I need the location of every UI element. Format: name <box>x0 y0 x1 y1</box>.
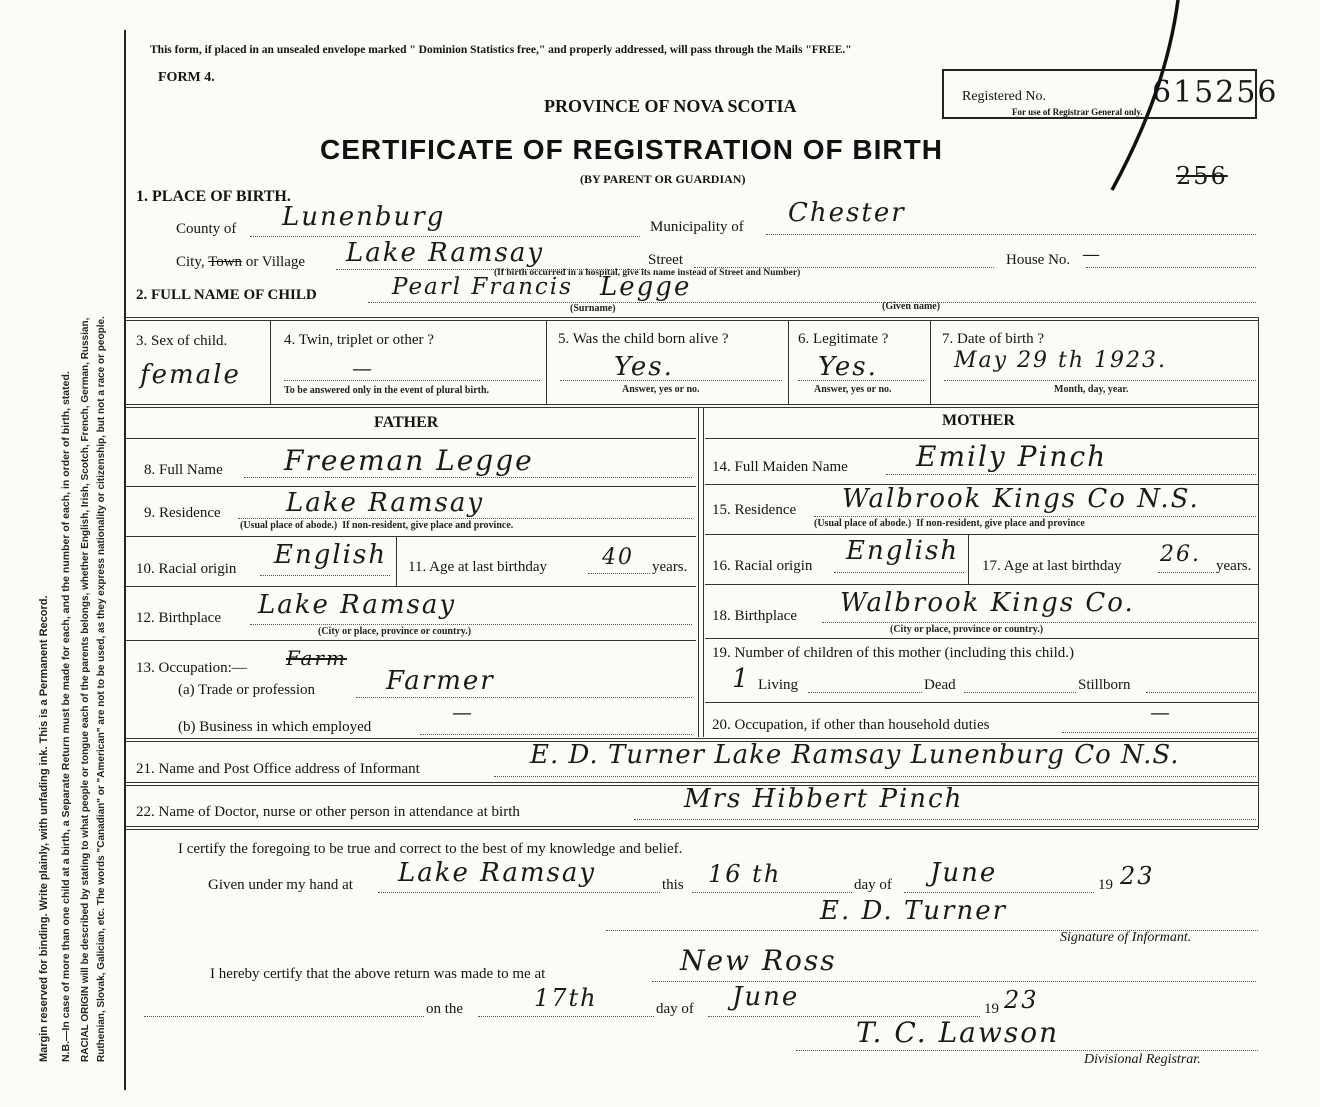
father-residence-value: Lake Ramsay <box>286 488 485 518</box>
margin-note-multiple-births: N.B.—In case of more than one child at a birth, a Separate Return must be made for each, and the number of each, in order of birth, stated. <box>60 371 72 1062</box>
mother-age-unit: years. <box>1216 558 1252 574</box>
registrar-day-value: 17th <box>534 984 598 1012</box>
father-birthplace-note: (City or place, province or country.) <box>318 626 472 637</box>
registrar-place-value: New Ross <box>680 944 837 977</box>
mother-occupation-value: — <box>1150 700 1172 724</box>
mother-race-label: 16. Racial origin <box>712 558 813 574</box>
informant-signature: E. D. Turner <box>820 896 1008 926</box>
mother-residence-note <box>814 518 1085 529</box>
county-label: County of <box>176 221 237 237</box>
given-name-note: (Given name) <box>882 301 941 312</box>
province-heading: PROVINCE OF NOVA SCOTIA <box>544 96 797 116</box>
on-the-label: on the <box>426 1001 464 1017</box>
registrar-use-note: For use of Registrar General only. <box>1012 107 1143 117</box>
mail-notice: This form, if placed in an unsealed envelope marked " Dominion Statistics free," and properly addressed, will pass through the Mails "FREE." <box>150 44 852 56</box>
mother-birthplace-note: (City or place, province or country.) <box>890 624 1044 635</box>
given-under-hand-label: Given under my hand at <box>208 877 353 893</box>
certification-statement: I certify the foregoing to be true and correct to the best of my knowledge and belief. <box>178 841 683 857</box>
binding-margin-line <box>124 30 126 1090</box>
child-given-name: Pearl Francis <box>392 274 573 300</box>
registrar-day-of-label: day of <box>656 1001 694 1017</box>
mother-children-label: 19. Number of children of this mother (including this child.) <box>712 645 1075 661</box>
mother-living-label: Living <box>758 677 798 693</box>
father-name-label: 8. Full Name <box>144 462 223 478</box>
municipality-label: Municipality of <box>650 219 744 235</box>
father-occupation-struck: Farm <box>286 646 347 670</box>
year-prefix: 19 <box>1098 877 1113 893</box>
registrar-year-value: 23 <box>1004 986 1039 1014</box>
house-number-label: House No. <box>1006 252 1071 268</box>
informant-label: 21. Name and Post Office address of Informant <box>136 761 420 777</box>
mother-dead-label: Dead <box>924 677 956 693</box>
informant-value: E. D. Turner Lake Ramsay Lunenburg Co N.S. <box>530 740 1180 770</box>
margin-note-racial-origin-1: RACIAL ORIGIN will be described by stating to what people or tongue each of the parents belongs, whether English, Irish, Scotch, French, German, Russian, <box>80 317 91 1062</box>
sex-value: female <box>140 360 241 390</box>
date-of-birth-label: 7. Date of birth ? <box>942 331 1045 347</box>
father-business-label: (b) Business in which employed <box>178 719 372 735</box>
doctor-value: Mrs Hibbert Pinch <box>684 784 964 814</box>
father-age-unit: years. <box>652 559 688 575</box>
father-birthplace-value: Lake Ramsay <box>258 590 457 620</box>
registrar-statement: I hereby certify that the above return was made to me at <box>210 966 546 982</box>
municipality-value: Chester <box>788 198 906 228</box>
form-number: FORM 4. <box>158 70 215 85</box>
twin-label: 4. Twin, triplet or other ? <box>284 332 434 348</box>
twin-note: To be answered only in the event of plural birth. <box>284 385 490 396</box>
legitimate-label: 6. Legitimate ? <box>798 331 889 347</box>
doctor-label: 22. Name of Doctor, nurse or other person in attendance at birth <box>136 804 520 820</box>
given-month-value: June <box>930 858 998 888</box>
father-trade-value: Farmer <box>386 666 495 696</box>
given-day-value: 16 th <box>708 860 782 888</box>
certificate-subtitle: (BY PARENT OR GUARDIAN) <box>580 172 746 186</box>
house-number-value: — <box>1082 244 1102 265</box>
father-residence-note-a: (Usual place of abode.) <box>240 520 338 531</box>
mother-residence-label: 15. Residence <box>712 502 797 518</box>
father-age-label: 11. Age at last birthday <box>408 559 547 575</box>
father-race-value: English <box>274 540 388 570</box>
father-race-label: 10. Racial origin <box>136 561 237 577</box>
child-surname: Legge <box>600 272 692 302</box>
father-heading: FATHER <box>374 414 439 431</box>
city-label-town-struck: Town <box>208 254 243 270</box>
mother-residence-note-b: If non-resident, give place and province <box>916 518 1085 529</box>
date-of-birth-value: May 29 th 1923. <box>954 348 1168 373</box>
registrar-month-value: June <box>732 982 800 1012</box>
registrar-signature: T. C. Lawson <box>856 1016 1060 1049</box>
legitimate-note: Answer, yes or no. <box>814 384 892 395</box>
city-label-city: City, <box>176 254 205 270</box>
pen-stroke-mark <box>1100 0 1190 200</box>
father-trade-label: (a) Trade or profession <box>178 682 316 698</box>
twin-value: — <box>352 356 374 380</box>
city-label <box>176 254 305 271</box>
mother-birthplace-value: Walbrook Kings Co. <box>840 588 1135 618</box>
informant-signature-label: Signature of Informant. <box>1060 930 1192 945</box>
father-occupation-label: 13. Occupation:— <box>136 660 247 676</box>
mother-age-value: 26. <box>1160 542 1201 567</box>
date-of-birth-note: Month, day, year. <box>1054 384 1129 395</box>
surname-note: (Surname) <box>570 303 616 314</box>
father-business-value: — <box>452 700 474 724</box>
mother-stillborn-label: Stillborn <box>1078 677 1131 693</box>
alive-value: Yes. <box>614 352 674 382</box>
mother-heading: MOTHER <box>942 412 1015 429</box>
this-label: this <box>662 877 684 893</box>
registrar-year-prefix: 19 <box>984 1001 999 1017</box>
mother-residence-note-a: (Usual place of abode.) <box>814 518 912 529</box>
mother-name-label: 14. Full Maiden Name <box>712 459 848 475</box>
city-value: Lake Ramsay <box>346 238 545 268</box>
father-name-value: Freeman Legge <box>284 444 534 477</box>
mother-age-label: 17. Age at last birthday <box>982 558 1122 574</box>
divisional-registrar-label: Divisional Registrar. <box>1084 1052 1201 1067</box>
struck-number: 256 <box>1176 162 1228 190</box>
day-of-label: day of <box>854 877 892 893</box>
hospital-note: (If birth occurred in a hospital, give its name instead of Street and Number) <box>494 268 801 278</box>
given-place-value: Lake Ramsay <box>398 858 597 888</box>
father-birthplace-label: 12. Birthplace <box>136 610 221 626</box>
mother-living-value: 1 <box>732 664 751 694</box>
registered-number-value: 615256 <box>1152 75 1279 110</box>
father-residence-note-b: If non-resident, give place and province. <box>342 520 514 531</box>
street-label: Street <box>648 252 683 268</box>
child-name-label: 2. FULL NAME OF CHILD <box>136 287 317 303</box>
sex-label: 3. Sex of child. <box>136 333 228 349</box>
mother-name-value: Emily Pinch <box>916 440 1108 473</box>
registered-number-label: Registered No. <box>962 89 1046 104</box>
mother-birthplace-label: 18. Birthplace <box>712 608 797 624</box>
father-residence-note <box>240 520 513 531</box>
county-value: Lunenburg <box>282 202 446 232</box>
father-residence-label: 9. Residence <box>144 505 221 521</box>
city-label-village: or Village <box>245 254 306 270</box>
margin-note-binding: Margin reserved for binding. Write plainly, with unfading ink. This is a Permanent Record. <box>38 595 50 1062</box>
margin-note-racial-origin-2: Ruthenian, Slovak, Galician, etc. The words "Canadian" or "American" are not to be used, as they express nationality or citizenship, but not a race or people. <box>96 316 107 1062</box>
father-age-value: 40 <box>602 545 634 570</box>
form-right-border <box>1258 317 1259 829</box>
given-year-value: 23 <box>1120 862 1155 890</box>
legitimate-value: Yes. <box>818 352 878 382</box>
mother-residence-value: Walbrook Kings Co N.S. <box>842 484 1200 514</box>
alive-note: Answer, yes or no. <box>622 384 700 395</box>
alive-label: 5. Was the child born alive ? <box>558 331 729 347</box>
mother-occupation-label: 20. Occupation, if other than household duties <box>712 717 990 733</box>
place-of-birth-heading: 1. PLACE OF BIRTH. <box>136 188 291 205</box>
mother-race-value: English <box>846 536 960 566</box>
certificate-title: CERTIFICATE OF REGISTRATION OF BIRTH <box>320 134 943 165</box>
